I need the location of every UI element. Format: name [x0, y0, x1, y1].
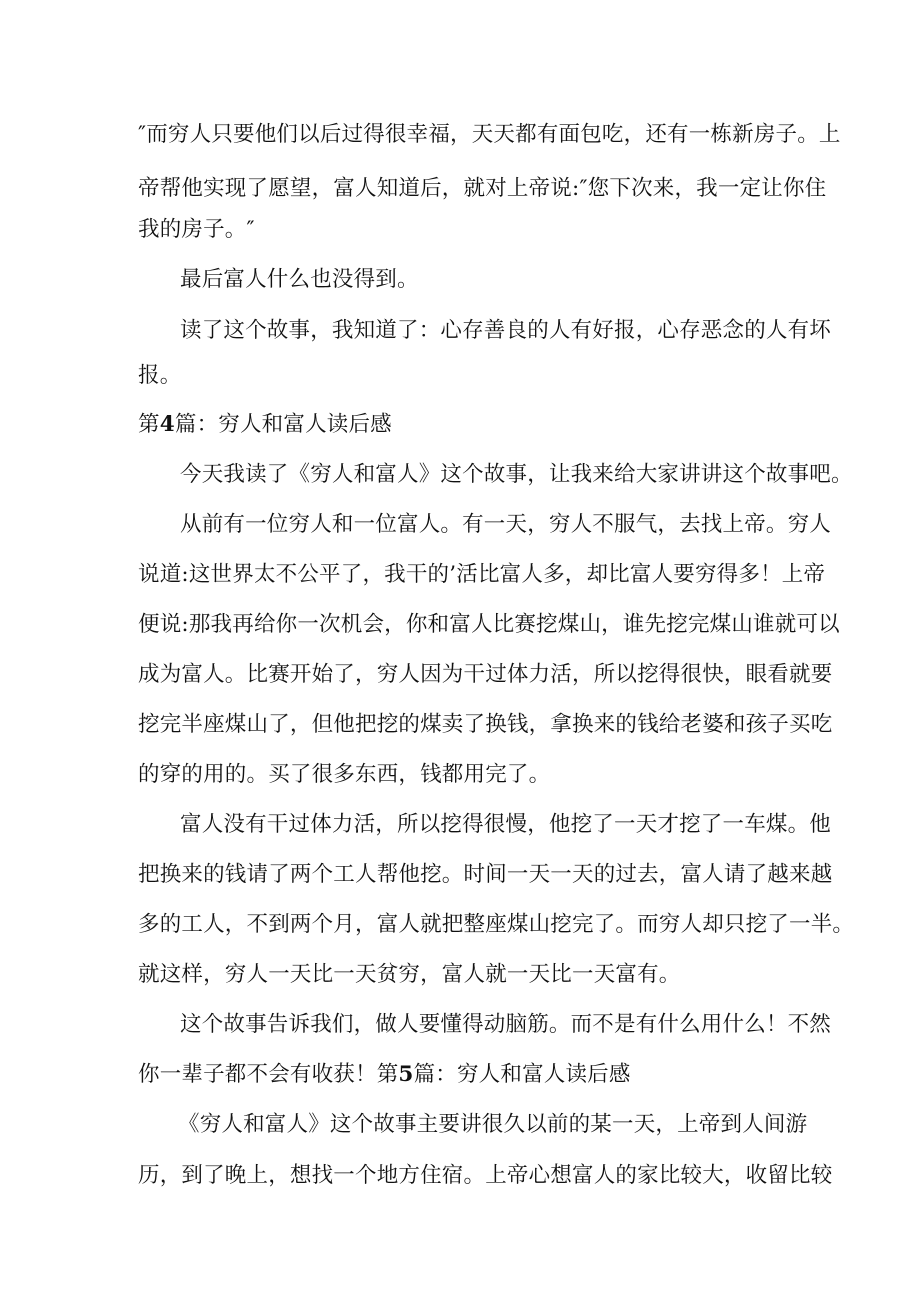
paragraph-line: 最后富人什么也没得到。 [180, 267, 419, 292]
paragraph-line: 说道:这世界太不公平了，我干的’活比富人多，却比富人要穷得多！上帝 [138, 562, 826, 587]
heading-title: 篇：穷人和富人读后感 [413, 1062, 631, 1087]
paragraph-line: 我的房子。″ [138, 217, 255, 242]
paragraph-line: 这个故事告诉我们，做人要懂得动脑筋。而不是有什么用什么！不然 [180, 1012, 832, 1037]
heading-number: 5 [398, 1062, 414, 1087]
paragraph-line: 帝帮他实现了愿望，富人知道后，就对上帝说:″您下次来，我一定让你住 [138, 176, 827, 201]
paragraph-line: 的穿的用的。买了很多东西，钱都用完了。 [138, 762, 551, 787]
paragraph-line: 富人没有干过体力活，所以挖得很慢，他挖了一天才挖了一车煤。他 [180, 812, 832, 837]
paragraph-line: 就这样，穷人一天比一天贫穷，富人就一天比一天富有。 [138, 962, 681, 987]
paragraph-line: 成为富人。比赛开始了，穷人因为干过体力活，所以挖得很快，眼看就要 [138, 662, 833, 687]
paragraph-line: 《穷人和富人》这个故事主要讲很久以前的某一天，上帝到人间游 [178, 1112, 808, 1137]
paragraph-line: 读了这个故事，我知道了：心存善良的人有好报，心存恶念的人有坏 [180, 318, 832, 343]
heading-number: 4 [159, 412, 175, 437]
paragraph-line: ″而穷人只要他们以后过得很幸福，天天都有面包吃，还有一栋新房子。上 [138, 122, 841, 147]
heading-prefix: 第 [376, 1062, 399, 1087]
paragraph-line: 便说:那我再给你一次机会，你和富人比赛挖煤山，谁先挖完煤山谁就可以 [138, 612, 840, 637]
paragraph-line: 多的工人，不到两个月，富人就把整座煤山挖完了。而穷人却只挖了一半。 [138, 912, 855, 937]
paragraph-text: 你一辈子都不会有收获！ [138, 1062, 377, 1087]
paragraph-line: 从前有一位穷人和一位富人。有一天，穷人不服气，去找上帝。穷人 [180, 512, 832, 537]
heading-prefix: 第 [138, 412, 160, 437]
paragraph-line: 报。 [138, 363, 182, 388]
paragraph-line: 今天我读了《穷人和富人》这个故事，让我来给大家讲讲这个故事吧。 [180, 462, 853, 487]
paragraph-line: 历，到了晚上，想找一个地方住宿。上帝心想富人的家比较大，收留比较 [138, 1163, 833, 1188]
section-heading [138, 414, 392, 436]
paragraph-line-with-heading [138, 1064, 631, 1086]
paragraph-line: 把换来的钱请了两个工人帮他挖。时间一天一天的过去，富人请了越来越 [138, 862, 833, 887]
paragraph-line: 挖完半座煤山了，但他把挖的煤卖了换钱，拿换来的钱给老婆和孩子买吃 [138, 712, 833, 737]
heading-title: 篇：穷人和富人读后感 [174, 412, 392, 437]
